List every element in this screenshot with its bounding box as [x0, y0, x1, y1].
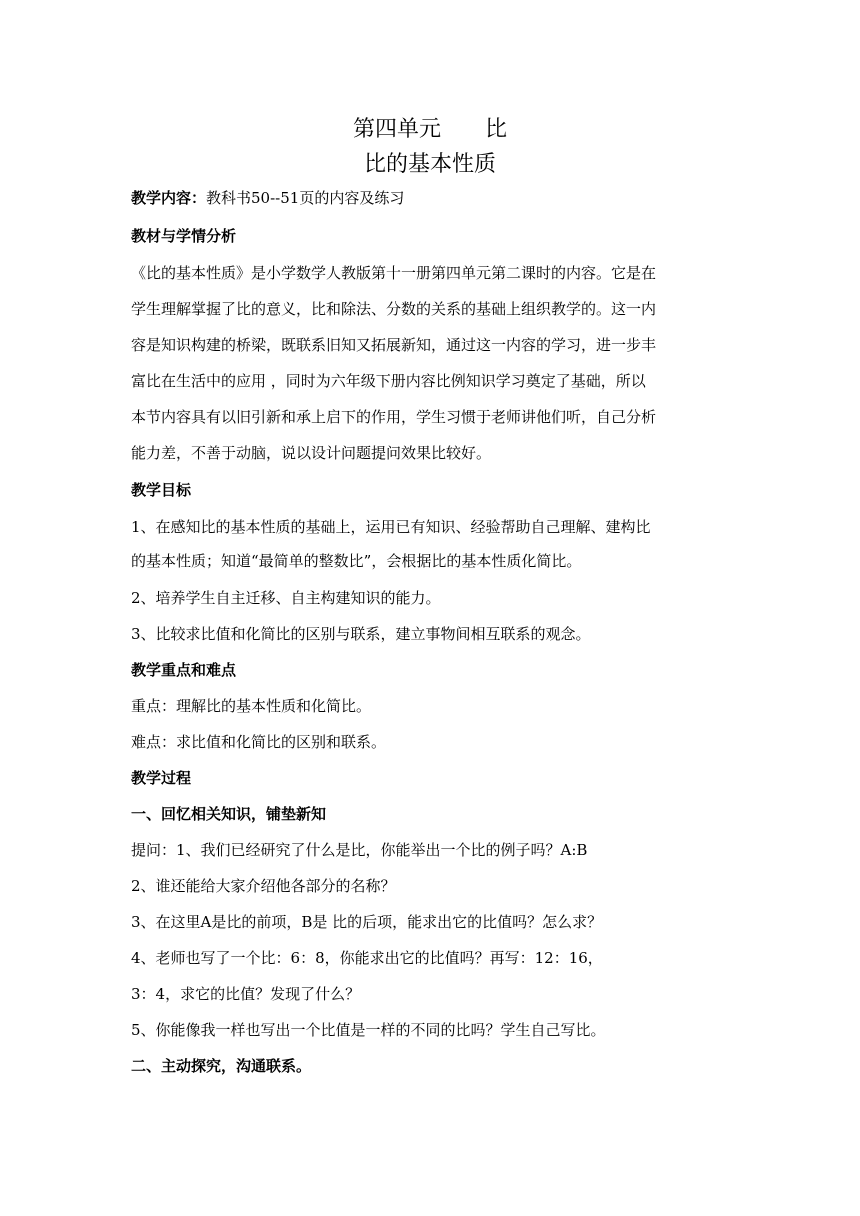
- goals-line: 3、比较求比值和化简比的区别与联系，建立事物间相互联系的观念。: [131, 625, 591, 643]
- analysis-line: 本节内容具有以旧引新和承上启下的作用，学生习惯于老师讲他们听，自己分析: [131, 408, 657, 426]
- lesson-title: 比的基本性质: [363, 152, 496, 177]
- unit-title: 第四单元 比: [352, 117, 507, 142]
- goals-line: 的基本性质；知道“最简单的整数比”，会根据比的基本性质化简比。: [131, 552, 582, 570]
- section1-line: 3：4，求它的比值？发现了什么？: [131, 985, 361, 1003]
- analysis-line: 容是知识构建的桥梁，既联系旧知又拓展新知，通过这一内容的学习，进一步丰: [131, 336, 657, 354]
- section1-line: 提问：1、我们已经研究了什么是比，你能举出一个比的例子吗？A:B: [131, 841, 588, 859]
- analysis-line: 能力差，不善于动脑，说以设计问题提问效果比较好。: [131, 444, 492, 462]
- key-difficult-heading: 教学重点和难点: [131, 661, 237, 679]
- key-point: 重点：理解比的基本性质和化简比。: [131, 697, 372, 715]
- goals-heading: 教学目标: [131, 481, 192, 499]
- analysis-heading: 教材与学情分析: [131, 227, 237, 245]
- goals-line: 2、培养学生自主迁移、自主构建知识的能力。: [131, 589, 441, 607]
- analysis-line: 学生理解掌握了比的意义，比和除法、分数的关系的基础上组织教学的。这一内: [131, 300, 657, 318]
- goals-line: 1、在感知比的基本性质的基础上，运用已有知识、经验帮助自己理解、建构比: [131, 518, 651, 536]
- section1-heading: 一、回忆相关知识，铺垫新知: [131, 805, 327, 823]
- process-heading: 教学过程: [131, 769, 192, 787]
- teaching-content-line: [131, 188, 731, 208]
- analysis-line: 《比的基本性质》是小学数学人教版第十一册第四单元第二课时的内容。它是在: [131, 264, 657, 282]
- analysis-line: 富比在生活中的应用 ，同时为六年级下册内容比例知识学习奠定了基础，所以: [131, 372, 646, 390]
- section1-line: 3、在这里A是比的前项，B是 比的后项，能求出它的比值吗？怎么求？: [131, 913, 603, 931]
- section1-line: 2、谁还能给大家介绍他各部分的名称？: [131, 877, 396, 895]
- teaching-content-label: 教学内容：: [131, 189, 207, 207]
- section1-line: 5、你能像我一样也写出一个比值是一样的不同的比吗？学生自己写比。: [131, 1021, 606, 1039]
- teaching-content-text: 教科书50--51页的内容及练习: [206, 189, 405, 207]
- section1-line: 4、老师也写了一个比：6：8，你能求出它的比值吗？再写：12：16，: [131, 949, 603, 967]
- section2-heading: 二、主动探究，沟通联系。: [131, 1057, 312, 1075]
- difficult-point: 难点：求比值和化简比的区别和联系。: [131, 733, 387, 751]
